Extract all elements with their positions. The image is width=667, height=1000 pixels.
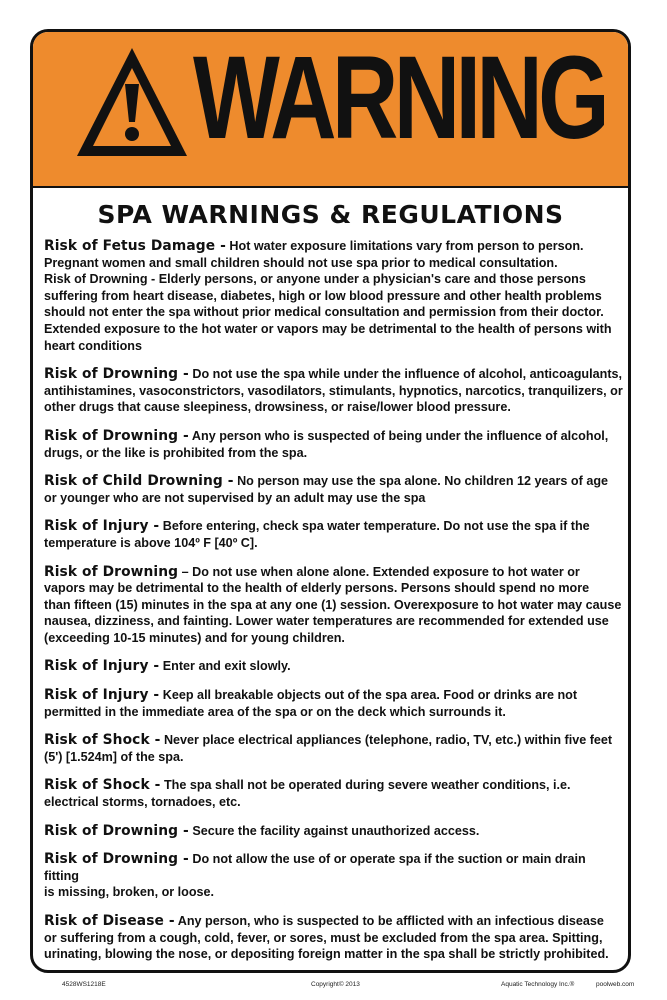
regulation-text: Any person who is suspected of being under the influence of alcohol, xyxy=(188,428,609,443)
regulation-paragraph xyxy=(44,777,624,810)
regulation-text: Keep all breakable objects out of the spa area. Food or drinks are not xyxy=(159,688,578,703)
risk-heading: Risk of Drowning - xyxy=(44,366,189,383)
regulation-text: The spa shall not be operated during severe weather conditions, i.e. xyxy=(160,778,571,793)
risk-heading: Risk of Drowning xyxy=(44,563,179,580)
regulation-text: vapors may be detrimental to the health of elderly persons. Persons should spend no more xyxy=(44,581,590,596)
warning-title: WARNING xyxy=(193,32,606,164)
regulation-text: nausea, dizziness, and fainting. Lower water temperatures are recommended for extended use xyxy=(44,614,609,629)
regulation-text: or suffering from a cough, cold, fever, or sores, must be excluded from the spa area. Spitting, xyxy=(44,930,603,945)
sign-subtitle: SPA WARNINGS & REGULATIONS xyxy=(97,200,564,229)
warning-banner xyxy=(33,32,628,188)
regulation-paragraph xyxy=(44,473,624,506)
regulation-text: fitting xyxy=(44,868,79,883)
risk-heading: Risk of Injury - xyxy=(44,658,160,675)
regulation-text: electrical storms, tornadoes, etc. xyxy=(44,795,241,810)
company-name: Aquatic Technology Inc.® xyxy=(501,981,575,988)
regulation-text: Never place electrical appliances (telephone, radio, TV, etc.) within five feet xyxy=(160,733,613,748)
sign-footer xyxy=(0,981,667,993)
risk-heading: Risk of Drowning - xyxy=(44,427,189,444)
regulation-paragraph xyxy=(44,687,624,720)
risk-heading: Risk of Injury - xyxy=(44,518,160,535)
risk-heading: Risk of Injury - xyxy=(44,687,160,704)
regulation-text: (5') [1.524m] of the spa. xyxy=(44,749,184,764)
regulation-text: or younger who are not supervised by an adult may use the spa xyxy=(44,490,426,505)
risk-heading: Risk of Drowning - xyxy=(44,822,189,839)
risk-heading: Risk of Disease - xyxy=(44,913,175,929)
risk-heading: Risk of Drowning - xyxy=(44,851,189,868)
regulation-text: than fifteen (15) minutes in the spa at any one (1) session. Overexposure to hot water may cause xyxy=(44,597,622,612)
regulation-text: Do not use the spa while under the influence of alcohol, anticoagulants, xyxy=(188,367,623,382)
regulation-paragraph xyxy=(44,823,624,840)
regulation-paragraph xyxy=(44,366,624,416)
regulation-text: Any person, who is suspected to be afflicted with an infectious disease xyxy=(174,914,604,928)
exclamation-triangle-icon xyxy=(73,44,191,162)
risk-heading: Risk of Fetus Damage - xyxy=(44,238,226,254)
regulation-text: Secure the facility against unauthorized access. xyxy=(188,823,480,838)
regulation-paragraph xyxy=(44,428,624,461)
regulation-text: antihistamines, vasoconstrictors, vasodilators, stimulants, hypnotics, narcotics, tranquilizers, or xyxy=(44,383,623,398)
regulation-text: urinating, blowing the nose, or depositing foreign matter in the spa shall be strictly prohibited. xyxy=(44,947,609,962)
regulation-text: permitted in the immediate area of the spa or on the deck which surrounds it. xyxy=(44,704,506,719)
website-text: poolweb.com xyxy=(596,981,635,988)
regulation-text: temperature is above 104º F [40º C]. xyxy=(44,535,258,550)
risk-heading: Risk of Shock - xyxy=(44,777,161,794)
regulation-text: other drugs that cause sleepiness, drowsiness, or raise/lower blood pressure. xyxy=(44,400,511,415)
regulation-text: is missing, broken, or loose. xyxy=(44,885,215,900)
risk-heading: Risk of Shock - xyxy=(44,732,161,749)
regulation-text: should not enter the spa without prior medical consultation and permission from their doctor. xyxy=(44,305,604,320)
regulation-text: suffering from heart disease, diabetes, high or low blood pressure and other health problems xyxy=(44,288,602,303)
regulation-paragraph xyxy=(44,238,624,354)
regulation-text: drugs, or the like is prohibited from the spa. xyxy=(44,445,308,460)
regulation-paragraph xyxy=(44,564,624,647)
product-code: 4528WS1218E xyxy=(62,981,106,988)
risk-heading: Risk of Child Drowning - xyxy=(44,473,234,490)
regulation-text: (exceeding 10-15 minutes) and for young children. xyxy=(44,630,345,645)
regulation-paragraph xyxy=(44,732,624,765)
warning-sign xyxy=(30,29,631,973)
regulation-text: Risk of Drowning - Elderly persons, or anyone under a physician's care and those persons xyxy=(44,272,586,287)
regulation-text: Enter and exit slowly. xyxy=(159,659,291,674)
regulation-paragraph xyxy=(44,913,624,963)
regulation-text: Do not allow the use of or operate spa if the suction or main drain xyxy=(188,852,586,867)
regulation-text: heart conditions xyxy=(44,338,142,353)
regulation-paragraph xyxy=(44,658,624,675)
regulations-list xyxy=(44,238,624,973)
regulation-text: – Do not use when alone alone. Extended exposure to hot water or xyxy=(178,564,580,579)
regulation-text: Before entering, check spa water temperature. Do not use the spa if the xyxy=(159,519,590,534)
regulation-text: Pregnant women and small children should not use spa prior to medical consultation. xyxy=(44,255,558,270)
regulation-text: No person may use the spa alone. No children 12 years of age xyxy=(233,474,609,489)
regulation-paragraph xyxy=(44,851,624,901)
regulation-paragraph xyxy=(44,518,624,551)
copyright-text: Copyright© 2013 xyxy=(311,981,360,988)
regulation-text: Extended exposure to the hot water or vapors may be detrimental to the health of persons with xyxy=(44,321,612,336)
regulation-text: Hot water exposure limitations vary from person to person. xyxy=(225,239,584,253)
